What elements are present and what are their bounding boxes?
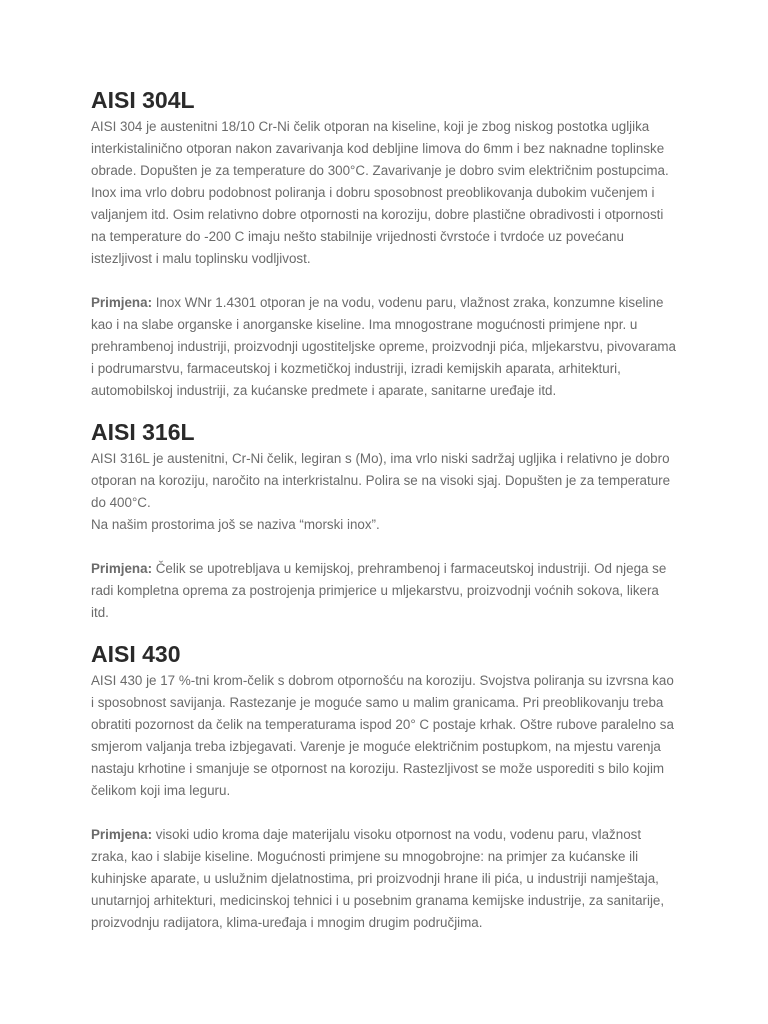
- application-label: Primjena:: [91, 827, 153, 842]
- application-label: Primjena:: [91, 561, 153, 576]
- application-text: visoki udio kroma daje materijalu visoku otpornost na vodu, vodenu paru, vlažnost zraka, kao i slabije kiseline. Mogućnosti primjene su mnogobrojne: na primjer za kućanske ili kuhinjske aparate, u uslužnim djelatnostima, pri proizvodnji hrane ili pića, u industriji namještaja, unutarnjoj arhitekturi, medicinskoj tehnici i u posebnim granama kemijske industrije, za sanitarije, proizvodnju radijatora, klima-uređaja i mnogim drugim područjima.: [91, 827, 665, 930]
- section-title: AISI 316L: [91, 419, 195, 445]
- paragraph-spacer: [91, 270, 677, 292]
- paragraph-spacer: [91, 536, 677, 558]
- section-description: AISI 304 je austenitni 18/10 Cr-Ni čelik otporan na kiseline, koji je zbog niskog postotka ugljika interkistalinično otporan nakon zavarivanja kod debljine limova do 6mm i bez naknadne toplinske obrade. Dopušten je za temperature do 300°C. Zavarivanje je dobro svim električnim postupcima. Inox ima vrlo dobru podobnost poliranja i dobru sposobnost preoblikovanja dubokim vučenjem i valjanjem itd. Osim relativno dobre otpornosti na koroziju, dobre plastične obradivosti i otpornosti na temperature do -200 C imaju nešto stabilnije vrijednosti čvrstoće i tvrdoće uz povećanu istezljivost i malu toplinsku vodljivost.: [91, 119, 669, 266]
- application-text: Čelik se upotrebljava u kemijskoj, prehrambenoj i farmaceutskoj industriji. Od njega se radi kompletna oprema za postrojenja primjerice u mljekarstvu, proizvodnji voćnih sokova, likera itd.: [91, 561, 667, 620]
- section-title: AISI 430: [91, 641, 181, 667]
- section-description: AISI 316L je austenitni, Cr-Ni čelik, legiran s (Mo), ima vrlo niski sadržaj ugljika i relativno je dobro otporan na koroziju, naročito na interkristalnu. Polira se na visoki sjaj. Dopušten je za temperature do 400°C.: [91, 451, 671, 510]
- document-page: [91, 84, 677, 934]
- application-paragraph: [91, 824, 677, 934]
- application-label: Primjena:: [91, 295, 153, 310]
- paragraph-spacer: [91, 802, 677, 824]
- application-paragraph: [91, 558, 677, 624]
- section-description: AISI 430 je 17 %-tni krom-čelik s dobrom otpornošću na koroziju. Svojstva poliranja su izvrsna kao i sposobnost savijanja. Rastezanje je moguće samo u malim granicama. Pri preoblikovanju treba obratiti pozornost da čelik na temperaturama ispod 20° C postaje krhak. Oštre rubove paralelno sa smjerom valjanja treba izbjegavati. Varenje je moguće električnim postupkom, na mjestu varenja nastaju krhotine i smanjuje se otpornost na koroziju. Rastezljivost se može usporediti s bilo kojim čelikom koji ima leguru.: [91, 673, 674, 798]
- section-aisi-304l: [91, 84, 677, 402]
- section-aisi-316l: [91, 416, 677, 624]
- section-description-extra: Na našim prostorima još se naziva “morski inox”.: [91, 517, 380, 532]
- application-paragraph: [91, 292, 677, 402]
- application-text: Inox WNr 1.4301 otporan je na vodu, vodenu paru, vlažnost zraka, konzumne kiseline kao i na slabe organske i anorganske kiseline. Ima mnogostrane mogućnosti primjene npr. u prehrambenoj industriji, proizvodnji ugostiteljske opreme, proizvodnji pića, mljekarstvu, pivovarama i podrumarstvu, farmaceutskoj i kozmetičkoj industriji, izradi kemijskih aparata, arhitekturi, automobilskoj industriji, za kućanske predmete i aparate, sanitarne uređaje itd.: [91, 295, 676, 398]
- section-aisi-430: [91, 638, 677, 934]
- section-title: AISI 304L: [91, 87, 195, 113]
